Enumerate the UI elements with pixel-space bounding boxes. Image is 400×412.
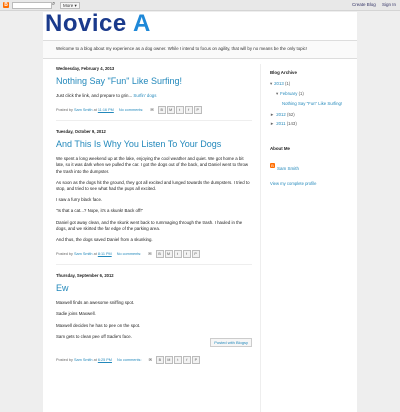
post-time-link[interactable]: 8:11 PM xyxy=(97,252,112,257)
blogger-logo-icon[interactable]: B xyxy=(4,2,8,8)
post-paragraph: We spent a long weekend up at the lake, enjoying the cool weather and quiet. We got home a bit late, so it was dark when we pulled the car. I got the dogs out of the back, and Daniel went to throw the trash into the dumpster. xyxy=(56,156,249,174)
email-icon[interactable]: M xyxy=(165,356,173,364)
post-paragraph: "Is that a cat...? Nope, it's a skunk! Back off!" xyxy=(56,208,144,214)
twitter-icon[interactable]: t xyxy=(176,106,184,114)
comments-link[interactable]: No comments: xyxy=(118,108,144,113)
comments-link[interactable]: No comments: xyxy=(116,252,142,257)
archive-year-2011[interactable] xyxy=(270,121,352,126)
email-post-icon[interactable]: ✉ xyxy=(150,108,154,113)
post-footer xyxy=(56,250,252,258)
comments-link[interactable]: No comments: xyxy=(117,358,142,363)
post-footer xyxy=(56,340,252,364)
blog-title-main: Novice xyxy=(45,10,133,37)
archive-count: (1) xyxy=(298,91,304,96)
archive-month-february[interactable] xyxy=(276,91,352,97)
email-icon[interactable]: M xyxy=(165,250,173,258)
column-divider xyxy=(260,64,261,412)
blog-title-accent: A xyxy=(132,10,151,37)
post-paragraph: Daniel got away clean, and the skunk went back to rummaging through the trash. I hauled in the dogs, and we skirted the far edge of the parking area. xyxy=(56,219,243,231)
blog-header xyxy=(43,12,357,38)
archive-count: (143) xyxy=(286,121,297,126)
author-link[interactable]: Sam Smith xyxy=(73,108,93,113)
post-paragraph: Sadie joins Maxwell. xyxy=(56,311,96,317)
post-link[interactable]: Surfin' dogs xyxy=(133,93,157,98)
about-title: About Me xyxy=(270,146,290,151)
twitter-icon[interactable]: t xyxy=(174,250,182,258)
pinterest-icon[interactable]: P xyxy=(194,106,202,114)
blog-description: Welcome to a blog about my experience as a dog owner. While I intend to focus on agility, that will by no means be the only topic! xyxy=(56,46,307,51)
pinterest-icon[interactable]: P xyxy=(192,356,200,364)
post-footer xyxy=(56,106,252,114)
post-time-link[interactable]: 6:25 PM xyxy=(97,358,112,363)
post-paragraph: Maxwell finds an awesome sniffing spot. xyxy=(56,300,135,306)
at-label: at xyxy=(93,252,97,257)
post-date: Wednesday, February 4, 2013 xyxy=(56,66,115,71)
archive-count: (52) xyxy=(287,112,295,117)
post-paragraph: As soon as the dogs hit the ground, they got all excited and lunged towards the dumpsters. I tried to stop, and tried to see what had the pups all excited. xyxy=(56,179,250,192)
post-body xyxy=(56,156,252,243)
author-link[interactable]: Sam Smith xyxy=(73,252,93,257)
twitter-icon[interactable]: t xyxy=(174,356,182,364)
blog-archive-widget xyxy=(270,70,352,126)
view-profile-link[interactable]: View my complete profile xyxy=(270,181,317,186)
author-link[interactable]: Sam Smith xyxy=(73,358,93,363)
facebook-icon[interactable]: f xyxy=(183,356,191,364)
archive-label: 2012 xyxy=(276,112,286,117)
email-icon[interactable]: M xyxy=(167,106,175,114)
posted-with-blogsy-badge[interactable]: Posted with Blogsy xyxy=(210,338,252,347)
facebook-icon[interactable]: f xyxy=(183,250,191,258)
create-blog-link[interactable]: Create Blog xyxy=(351,2,376,7)
post xyxy=(56,66,252,121)
expanded-triangle-icon[interactable]: ▾ xyxy=(270,81,273,86)
post xyxy=(56,129,252,265)
post xyxy=(56,273,252,370)
post-body xyxy=(56,93,252,99)
post-paragraph: Sam gets to clean pee off Sadie's face. xyxy=(56,333,132,339)
facebook-icon[interactable]: f xyxy=(185,106,193,114)
pinterest-icon[interactable]: P xyxy=(192,250,200,258)
about-me-widget xyxy=(270,146,352,186)
blogthis-icon[interactable]: B xyxy=(156,250,164,258)
blog-container xyxy=(43,12,357,412)
post-paragraph: I saw a furry black face. xyxy=(56,197,103,203)
blogthis-icon[interactable]: B xyxy=(156,356,164,364)
more-label: More xyxy=(63,3,74,8)
post-paragraph: Maxwell decides he has to pee on the spot. xyxy=(56,322,141,328)
post-time-link[interactable]: 11:16 PM xyxy=(97,108,114,113)
post-date: Thursday, September 6, 2012 xyxy=(56,273,114,279)
sidebar xyxy=(270,70,352,206)
email-post-icon[interactable]: ✉ xyxy=(148,252,152,257)
posted-by-label: Posted by xyxy=(56,358,73,363)
description-bar xyxy=(43,40,357,59)
expanded-triangle-icon[interactable]: ▾ xyxy=(276,91,279,96)
post-paragraph: And thus, the dogs saved Daniel from a skunking. xyxy=(56,237,153,243)
archive-year-2012[interactable] xyxy=(270,112,352,117)
search-icon[interactable]: ⌕ xyxy=(52,1,56,7)
blogthis-icon[interactable]: B xyxy=(158,106,166,114)
blog-title[interactable] xyxy=(45,10,151,38)
main-column xyxy=(56,64,252,378)
archive-label: February xyxy=(280,91,298,96)
archive-label: 2011 xyxy=(276,121,286,126)
archive-post-link[interactable]: Nothing Say "Fun" Like Surfing! xyxy=(282,101,343,106)
blogger-profile-icon: B xyxy=(271,163,274,169)
post-paragraph xyxy=(56,93,252,99)
archive-count: (1) xyxy=(284,81,291,86)
email-post-icon[interactable]: ✉ xyxy=(148,358,152,363)
post-title[interactable]: Ew xyxy=(56,283,69,294)
collapsed-triangle-icon[interactable]: ► xyxy=(270,112,275,117)
post-date: Tuesday, October 9, 2012 xyxy=(56,129,106,135)
post-title[interactable]: Nothing Say "Fun" Like Surfing! xyxy=(56,76,182,86)
archive-label: 2013 xyxy=(274,81,284,86)
posted-by-label: Posted by xyxy=(56,108,73,113)
archive-year-2013[interactable] xyxy=(270,81,352,87)
search-input[interactable] xyxy=(12,2,52,9)
archive-title: Blog Archive xyxy=(270,70,297,75)
post-body xyxy=(56,300,252,340)
post-title[interactable]: And This Is Why You Listen To Your Dogs xyxy=(56,139,222,150)
at-label: at xyxy=(93,108,97,113)
share-buttons xyxy=(158,106,203,114)
more-button[interactable]: More ▾ xyxy=(60,2,80,9)
about-author xyxy=(270,157,352,175)
share-buttons xyxy=(156,356,201,364)
share-buttons xyxy=(156,250,201,258)
posted-by-label: Posted by xyxy=(56,252,73,257)
collapsed-triangle-icon[interactable]: ► xyxy=(270,121,275,126)
author-name-link[interactable]: Sam Smith xyxy=(277,166,300,171)
post-text: Just click the link, and prepare to grin... xyxy=(56,93,133,98)
sign-in-link[interactable]: Sign In xyxy=(381,2,396,7)
at-label: at xyxy=(93,358,97,363)
